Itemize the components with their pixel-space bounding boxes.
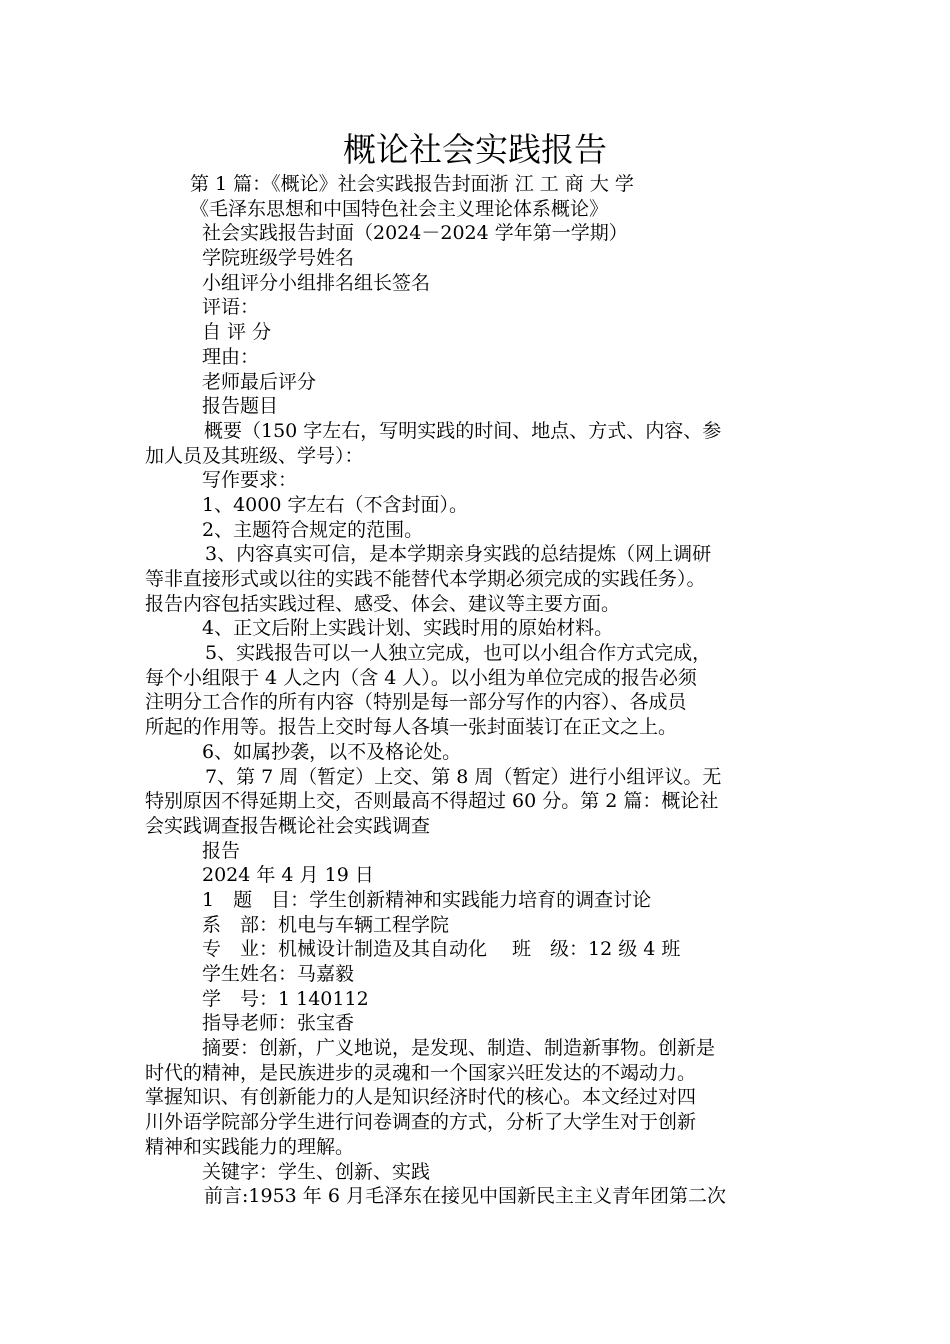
text-line: 专 业：机械设计制造及其自动化 班 级：12 级 4 班 (202, 938, 681, 961)
text-line: 2024 年 4 月 19 日 (202, 864, 374, 887)
text-line: 摘要：创新，广义地说，是发现、制造、制造新事物。创新是 (202, 1037, 716, 1060)
text-line: 写作要求： (202, 469, 298, 492)
text-line: 3、内容真实可信，是本学期亲身实践的总结提炼（网上调研 (205, 543, 712, 566)
text-line: 指导老师：张宝香 (202, 1012, 355, 1035)
text-line: 系 部：机电与车辆工程学院 (202, 913, 450, 936)
text-line: 会实践调查报告概论社会实践调查 (145, 814, 431, 837)
document-body (145, 172, 820, 1209)
text-line: 掌握知识、有创新能力的人是知识经济时代的核心。本文经过对四 (145, 1086, 697, 1109)
text-line: 社会实践报告封面（2024－2024 学年第一学期） (202, 222, 628, 245)
text-line: 精神和实践能力的理解。 (145, 1135, 355, 1158)
text-line: 5、实践报告可以一人独立完成，也可以小组合作方式完成， (205, 642, 712, 665)
text-line: 前言:1953 年 6 月毛泽东在接见中国新民主主义青年团第二次 (204, 1185, 726, 1208)
text-line: 加人员及其班级、学号）： (145, 444, 364, 467)
text-line: 6、如属抄袭，以不及格论处。 (202, 740, 462, 763)
text-line: 川外语学院部分学生进行问卷调查的方式，分析了大学生对于创新 (145, 1111, 697, 1134)
text-line: 学 号：1 140112 (202, 987, 369, 1010)
text-line: 所起的作用等。报告上交时每人各填一张封面装订在正文之上。 (145, 716, 678, 739)
text-line: 学生姓名：马嘉毅 (202, 963, 355, 985)
text-line: 注明分工合作的所有内容（特别是每一部分写作的内容）、各成员 (145, 691, 687, 714)
text-line: 评语： (202, 296, 260, 319)
text-line: 时代的精神，是民族进步的灵魂和一个国家兴旺发达的不竭动力。 (145, 1061, 697, 1084)
text-line: 第 1 篇：《概论》社会实践报告封面浙 江 工 商 大 学 (190, 173, 634, 195)
text-line: 概要（150 字左右，写明实践的时间、地点、方式、内容、参 (204, 419, 722, 442)
text-line: 老师最后评分 (202, 370, 317, 393)
text-line: 小组评分小组排名组长签名 (202, 271, 431, 294)
page-title: 概论社会实践报告 (343, 130, 607, 169)
text-line: 关键字：学生、创新、实践 (202, 1160, 431, 1183)
text-line: 1 题 目：学生创新精神和实践能力培育的调查讨论 (202, 888, 652, 911)
text-line: 等非直接形式或以往的实践不能替代本学期必须完成的实践任务）。 (145, 568, 706, 590)
text-line: 报告内容包括实践过程、感受、体会、建议等主要方面。 (145, 592, 621, 615)
text-line: 学院班级学号姓名 (202, 247, 355, 270)
text-line: 7、第 7 周（暂定）上交、第 8 周（暂定）进行小组评议。无 (205, 765, 722, 788)
text-line: 每个小组限于 4 人之内（含 4 人）。以小组为单位完成的报告必须 (145, 666, 697, 689)
text-line: 报告题目 (202, 395, 279, 418)
text-line: 自 评 分 (202, 321, 272, 344)
text-line: 《毛泽东思想和中国特色社会主义理论体系概论》 (190, 197, 609, 220)
text-line: 理由： (202, 345, 260, 368)
text-line: 特别原因不得延期上交，否则最高不得超过 60 分。第 2 篇：概论社 (145, 790, 719, 813)
text-line: 2、主题符合规定的范围。 (202, 518, 424, 541)
text-line: 1、4000 字左右（不含封面）。 (202, 493, 468, 516)
text-line: 报告 (202, 839, 241, 862)
text-line: 4、正文后附上实践计划、实践时用的原始材料。 (202, 617, 614, 640)
